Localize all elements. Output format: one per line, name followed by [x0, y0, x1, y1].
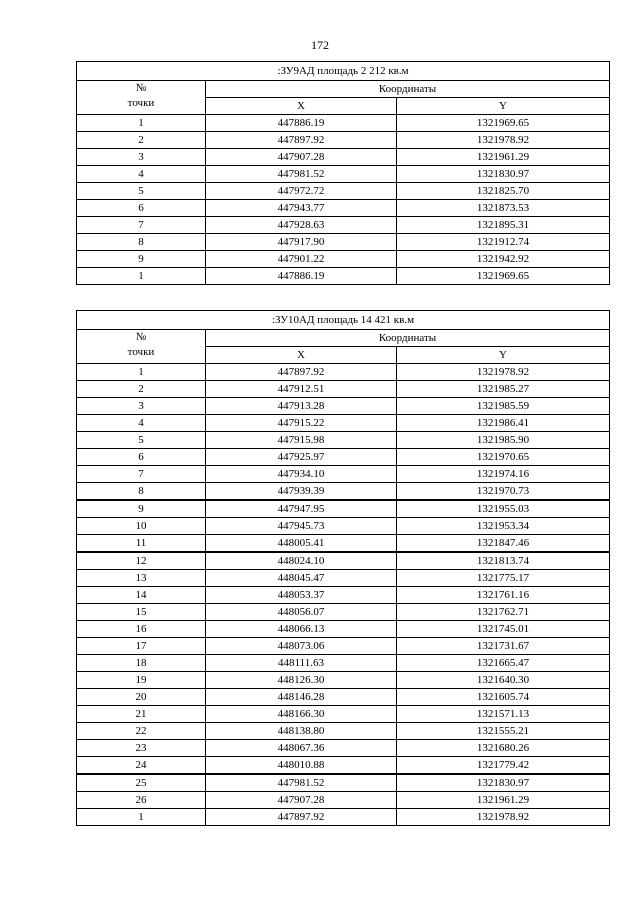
point-number-cell: 16 [77, 621, 206, 638]
point-number-cell: 5 [77, 183, 206, 200]
x-coordinate-cell: 448067.36 [206, 740, 397, 757]
y-coordinate-cell: 1321761.16 [397, 587, 610, 604]
x-coordinate-cell: 447945.73 [206, 518, 397, 535]
y-coordinate-cell: 1321555.21 [397, 723, 610, 740]
point-number-cell: 1 [77, 268, 206, 285]
point-number-label: точки [127, 97, 155, 109]
x-coordinate-cell: 447928.63 [206, 217, 397, 234]
y-coordinate-cell: 1321961.29 [397, 792, 610, 809]
table-row [77, 166, 610, 183]
x-coordinate-cell: 448166.30 [206, 706, 397, 723]
point-number-cell: 26 [77, 792, 206, 809]
point-number-cell: 2 [77, 132, 206, 149]
x-coordinate-cell: 448024.10 [206, 552, 397, 570]
point-number-cell: 11 [77, 535, 206, 553]
x-coordinate-cell: 447925.97 [206, 449, 397, 466]
point-number-cell: 22 [77, 723, 206, 740]
point-number-cell: 10 [77, 518, 206, 535]
point-number-cell: 6 [77, 449, 206, 466]
x-coordinate-cell: 447943.77 [206, 200, 397, 217]
y-coordinate-cell: 1321825.70 [397, 183, 610, 200]
point-number-cell: 17 [77, 638, 206, 655]
table-row [77, 552, 610, 570]
y-coordinate-cell: 1321942.92 [397, 251, 610, 268]
x-coordinate-cell: 447934.10 [206, 466, 397, 483]
point-number-header [77, 81, 206, 115]
y-coordinate-cell: 1321775.17 [397, 570, 610, 587]
point-number-cell: 4 [77, 166, 206, 183]
x-coordinate-cell: 447972.72 [206, 183, 397, 200]
table-row [77, 638, 610, 655]
x-column-header: X [206, 98, 397, 115]
point-number-cell: 8 [77, 234, 206, 251]
table-row [77, 809, 610, 826]
x-coordinate-cell: 447907.28 [206, 792, 397, 809]
x-coordinate-cell: 447947.95 [206, 500, 397, 518]
x-coordinate-cell: 448066.13 [206, 621, 397, 638]
table-row [77, 466, 610, 483]
point-number-cell: 20 [77, 689, 206, 706]
y-coordinate-cell: 1321986.41 [397, 415, 610, 432]
x-coordinate-cell: 448146.28 [206, 689, 397, 706]
point-number-cell: 9 [77, 251, 206, 268]
point-number-cell: 1 [77, 809, 206, 826]
point-number-label: точки [127, 346, 155, 358]
x-coordinate-cell: 447981.52 [206, 774, 397, 792]
table-row [77, 432, 610, 449]
x-coordinate-cell: 447981.52 [206, 166, 397, 183]
x-coordinate-cell: 447897.92 [206, 132, 397, 149]
x-coordinate-cell: 448053.37 [206, 587, 397, 604]
table-row [77, 621, 610, 638]
y-coordinate-cell: 1321895.31 [397, 217, 610, 234]
x-coordinate-cell: 447901.22 [206, 251, 397, 268]
coordinates-group-header: Координаты [206, 81, 610, 98]
table-row [77, 587, 610, 604]
x-coordinate-cell: 448126.30 [206, 672, 397, 689]
point-number-cell: 8 [77, 483, 206, 501]
y-coordinate-cell: 1321830.97 [397, 166, 610, 183]
table-row [77, 183, 610, 200]
table-row [77, 415, 610, 432]
point-number-cell: 5 [77, 432, 206, 449]
table-row [77, 500, 610, 518]
x-coordinate-cell: 448045.47 [206, 570, 397, 587]
table-row [77, 518, 610, 535]
point-number-cell: 15 [77, 604, 206, 621]
y-coordinate-cell: 1321745.01 [397, 621, 610, 638]
y-coordinate-cell: 1321969.65 [397, 268, 610, 285]
point-number-cell: 13 [77, 570, 206, 587]
table-row [77, 115, 610, 132]
y-coordinate-cell: 1321970.73 [397, 483, 610, 501]
table-body [77, 311, 610, 826]
table-title: :ЗУ10АД площадь 14 421 кв.м [77, 311, 610, 330]
table-row [77, 535, 610, 553]
table-row [77, 723, 610, 740]
y-coordinate-cell: 1321640.30 [397, 672, 610, 689]
table-row [77, 200, 610, 217]
x-coordinate-cell: 448111.63 [206, 655, 397, 672]
table-row [77, 655, 610, 672]
point-number-cell: 23 [77, 740, 206, 757]
x-coordinate-cell: 448056.07 [206, 604, 397, 621]
point-number-cell: 21 [77, 706, 206, 723]
point-number-cell: 7 [77, 217, 206, 234]
point-number-cell: 24 [77, 757, 206, 775]
y-coordinate-cell: 1321605.74 [397, 689, 610, 706]
x-coordinate-cell: 447915.22 [206, 415, 397, 432]
y-coordinate-cell: 1321779.42 [397, 757, 610, 775]
y-coordinate-cell: 1321731.67 [397, 638, 610, 655]
x-coordinate-cell: 448010.88 [206, 757, 397, 775]
y-coordinate-cell: 1321978.92 [397, 809, 610, 826]
y-coordinate-cell: 1321813.74 [397, 552, 610, 570]
table-row [77, 706, 610, 723]
y-coordinate-cell: 1321665.47 [397, 655, 610, 672]
point-number-cell: 6 [77, 200, 206, 217]
point-number-cell: 1 [77, 364, 206, 381]
y-coordinate-cell: 1321680.26 [397, 740, 610, 757]
x-coordinate-cell: 447897.92 [206, 809, 397, 826]
x-coordinate-cell: 447915.98 [206, 432, 397, 449]
y-coordinate-cell: 1321830.97 [397, 774, 610, 792]
point-number-cell: 1 [77, 115, 206, 132]
y-coordinate-cell: 1321978.92 [397, 364, 610, 381]
table-row [77, 740, 610, 757]
table-row [77, 149, 610, 166]
point-number-cell: 12 [77, 552, 206, 570]
point-number-cell: 2 [77, 381, 206, 398]
table-row [77, 604, 610, 621]
table-row [77, 268, 610, 285]
point-number-cell: 9 [77, 500, 206, 518]
point-number-cell: 3 [77, 149, 206, 166]
y-coordinate-cell: 1321847.46 [397, 535, 610, 553]
y-coordinate-cell: 1321873.53 [397, 200, 610, 217]
y-coordinate-cell: 1321762.71 [397, 604, 610, 621]
table-row [77, 449, 610, 466]
table-row [77, 570, 610, 587]
table-body [77, 62, 610, 285]
point-number-symbol: № [135, 82, 147, 94]
point-number-cell: 7 [77, 466, 206, 483]
x-coordinate-cell: 447912.51 [206, 381, 397, 398]
y-coordinate-cell: 1321571.13 [397, 706, 610, 723]
coordinates-table-zu10ad [76, 310, 610, 826]
point-number-cell: 19 [77, 672, 206, 689]
y-coordinate-cell: 1321953.34 [397, 518, 610, 535]
x-coordinate-cell: 447886.19 [206, 115, 397, 132]
point-number-cell: 14 [77, 587, 206, 604]
point-number-cell: 18 [77, 655, 206, 672]
y-coordinate-cell: 1321961.29 [397, 149, 610, 166]
y-coordinate-cell: 1321912.74 [397, 234, 610, 251]
table-row [77, 132, 610, 149]
y-coordinate-cell: 1321978.92 [397, 132, 610, 149]
x-coordinate-cell: 447886.19 [206, 268, 397, 285]
point-number-cell: 3 [77, 398, 206, 415]
table-row [77, 757, 610, 775]
point-number-header [77, 330, 206, 364]
x-coordinate-cell: 447917.90 [206, 234, 397, 251]
y-coordinate-cell: 1321970.65 [397, 449, 610, 466]
x-coordinate-cell: 448073.06 [206, 638, 397, 655]
x-coordinate-cell: 447939.39 [206, 483, 397, 501]
y-coordinate-cell: 1321985.27 [397, 381, 610, 398]
point-number-symbol: № [135, 331, 147, 343]
x-coordinate-cell: 447913.28 [206, 398, 397, 415]
table-row [77, 689, 610, 706]
y-coordinate-cell: 1321969.65 [397, 115, 610, 132]
table-row [77, 251, 610, 268]
x-coordinate-cell: 448005.41 [206, 535, 397, 553]
table-row [77, 234, 610, 251]
point-number-cell: 25 [77, 774, 206, 792]
table-title: :ЗУ9АД площадь 2 212 кв.м [77, 62, 610, 81]
x-column-header: X [206, 347, 397, 364]
x-coordinate-cell: 448138.80 [206, 723, 397, 740]
y-coordinate-cell: 1321985.59 [397, 398, 610, 415]
table-row [77, 792, 610, 809]
table-row [77, 364, 610, 381]
coordinates-table-zu9ad [76, 61, 610, 285]
coordinates-group-header: Координаты [206, 330, 610, 347]
table-row [77, 398, 610, 415]
y-coordinate-cell: 1321974.16 [397, 466, 610, 483]
table-row [77, 672, 610, 689]
page-number: 172 [311, 38, 329, 52]
x-coordinate-cell: 447907.28 [206, 149, 397, 166]
table-row [77, 217, 610, 234]
y-column-header: Y [397, 98, 610, 115]
table-row [77, 483, 610, 501]
table-row [77, 774, 610, 792]
y-coordinate-cell: 1321955.03 [397, 500, 610, 518]
y-column-header: Y [397, 347, 610, 364]
point-number-cell: 4 [77, 415, 206, 432]
table-row [77, 381, 610, 398]
y-coordinate-cell: 1321985.90 [397, 432, 610, 449]
x-coordinate-cell: 447897.92 [206, 364, 397, 381]
